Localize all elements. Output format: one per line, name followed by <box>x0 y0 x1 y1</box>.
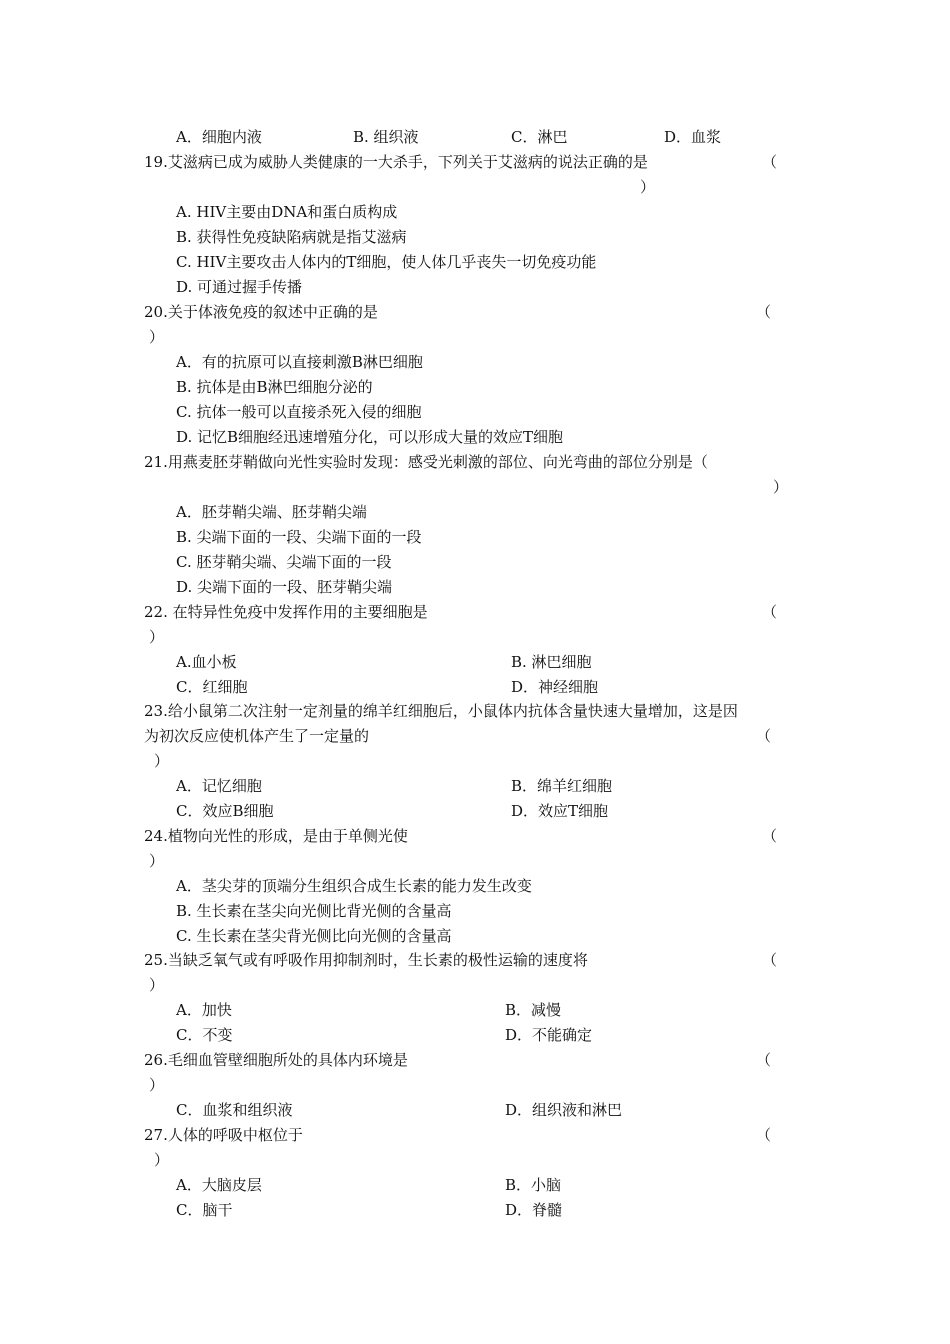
q23-option-d: D．效应T细胞 <box>511 802 609 820</box>
q20-option-c: C. 抗体一般可以直接杀死入侵的细胞 <box>176 403 422 421</box>
q25-paren-open: （ <box>762 951 778 969</box>
q20-option-b: B. 抗体是由B淋巴细胞分泌的 <box>176 378 373 396</box>
q19-option-d: D. 可通过握手传播 <box>176 278 303 296</box>
q23-option-a: A．记忆细胞 <box>176 777 262 795</box>
q25-paren-close: ） <box>149 976 165 994</box>
q19-paren-open: （ <box>762 153 778 171</box>
q19-option-a: A. HIV主要由DNA和蛋白质构成 <box>176 203 398 221</box>
q26-stem: 26.毛细血管壁细胞所处的具体内环境是 <box>144 1051 408 1069</box>
q21-option-a: A．胚芽鞘尖端、胚芽鞘尖端 <box>176 503 367 521</box>
q23-paren-close: ） <box>154 752 170 770</box>
q24-stem: 24.植物向光性的形成，是由于单侧光使 <box>144 827 408 845</box>
q25-stem: 25.当缺乏氧气或有呼吸作用抑制剂时，生长素的极性运输的速度将 <box>144 951 588 969</box>
q22-option-b: B. 淋巴细胞 <box>511 653 592 671</box>
q19-stem: 19.艾滋病已成为威胁人类健康的一大杀手，下列关于艾滋病的说法正确的是 <box>144 153 648 171</box>
q23-stem-line1: 23.给小鼠第二次注射一定剂量的绵羊红细胞后，小鼠体内抗体含量快速大量增加，这是因 <box>144 702 738 720</box>
q27-option-a: A．大脑皮层 <box>176 1176 262 1194</box>
q27-paren-close: ） <box>154 1151 170 1169</box>
q26-paren-open: （ <box>756 1051 772 1069</box>
q21-paren-close: ） <box>773 478 789 496</box>
q27-option-c: C．脑干 <box>176 1201 233 1219</box>
q22-option-d: D．神经细胞 <box>511 678 599 696</box>
q22-stem: 22. 在特异性免疫中发挥作用的主要细胞是 <box>144 603 428 621</box>
q25-option-a: A．加快 <box>176 1001 232 1019</box>
q22-paren-close: ） <box>149 628 165 646</box>
q18-option-b: B. 组织液 <box>353 128 419 146</box>
q24-option-c: C. 生长素在茎尖背光侧比向光侧的含量高 <box>176 927 452 945</box>
q26-option-d: D．组织液和淋巴 <box>505 1101 623 1119</box>
q24-option-a: A．茎尖芽的顶端分生组织合成生长素的能力发生改变 <box>176 877 532 895</box>
q24-option-b: B. 生长素在茎尖向光侧比背光侧的含量高 <box>176 902 452 920</box>
q22-option-a: A.血小板 <box>176 653 237 671</box>
q27-option-d: D．脊髓 <box>505 1201 563 1219</box>
q23-stem-line2: 为初次反应使机体产生了一定量的 <box>144 727 370 745</box>
q25-option-d: D．不能确定 <box>505 1026 593 1044</box>
q20-option-a: A．有的抗原可以直接刺激B淋巴细胞 <box>176 353 423 371</box>
q20-paren-close: ） <box>149 328 165 346</box>
q18-option-c: C．淋巴 <box>511 128 568 146</box>
q21-option-b: B. 尖端下面的一段、尖端下面的一段 <box>176 528 422 546</box>
q22-paren-open: （ <box>762 603 778 621</box>
q27-option-b: B．小脑 <box>505 1176 562 1194</box>
q26-option-c: C．血浆和组织液 <box>176 1101 293 1119</box>
q19-option-b: B. 获得性免疫缺陷病就是指艾滋病 <box>176 228 407 246</box>
q19-paren-close: ） <box>640 178 656 196</box>
q20-paren-open: （ <box>756 303 772 321</box>
q18-option-d: D．血浆 <box>664 128 722 146</box>
q23-option-b: B．绵羊红细胞 <box>511 777 613 795</box>
q24-paren-open: （ <box>762 827 778 845</box>
q18-option-a: A．细胞内液 <box>176 128 262 146</box>
q27-paren-open: （ <box>756 1126 772 1144</box>
q21-option-d: D. 尖端下面的一段、胚芽鞘尖端 <box>176 578 393 596</box>
q23-option-c: C．效应B细胞 <box>176 802 274 820</box>
q21-option-c: C. 胚芽鞘尖端、尖端下面的一段 <box>176 553 392 571</box>
q22-option-c: C．红细胞 <box>176 678 248 696</box>
q27-stem: 27.人体的呼吸中枢位于 <box>144 1126 303 1144</box>
q23-paren-open: （ <box>756 727 772 745</box>
q25-option-b: B．减慢 <box>505 1001 562 1019</box>
q19-option-c: C. HIV主要攻击人体内的T细胞，使人体几乎丧失一切免疫功能 <box>176 253 597 271</box>
q20-option-d: D. 记忆B细胞经迅速增殖分化，可以形成大量的效应T细胞 <box>176 428 564 446</box>
q25-option-c: C．不变 <box>176 1026 233 1044</box>
q26-paren-close: ） <box>149 1076 165 1094</box>
q21-stem: 21.用燕麦胚芽鞘做向光性实验时发现：感受光刺激的部位、向光弯曲的部位分别是（ <box>144 453 708 471</box>
q24-paren-close: ） <box>149 852 165 870</box>
q20-stem: 20.关于体液免疫的叙述中正确的是 <box>144 303 378 321</box>
